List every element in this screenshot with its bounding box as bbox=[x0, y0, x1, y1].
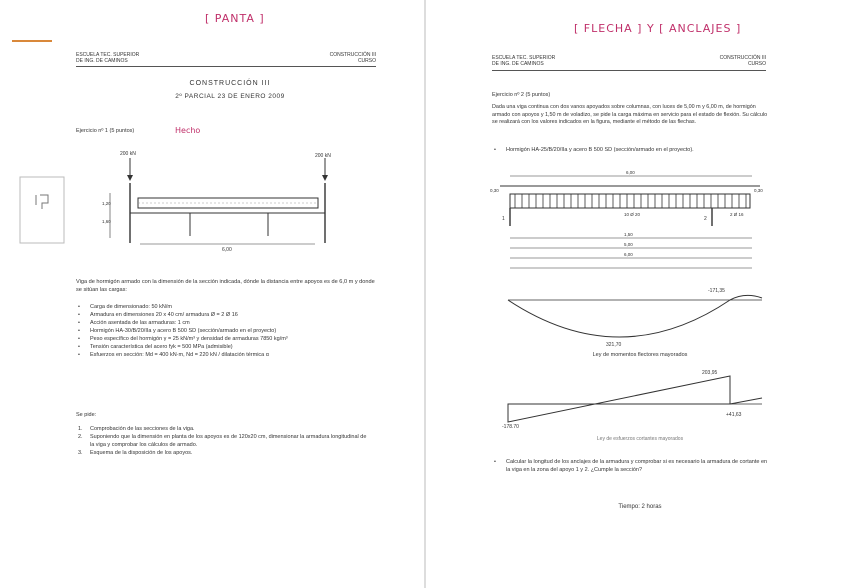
exercise-1-note: Hecho bbox=[175, 126, 201, 135]
load-left-label: 200 kN bbox=[120, 151, 136, 157]
exercise-1-intro: Viga de hormigón armado con la dimensión de la sección indicada, dónde la distancia entre apoyos es de 6,0 m y donde se sitúan las cargas: bbox=[76, 279, 375, 293]
left-title: CONSTRUCCIÓN III bbox=[189, 80, 271, 87]
left-stamp: [ PANTA ] bbox=[205, 12, 265, 25]
exercise-2-question bbox=[492, 458, 768, 474]
exercise-2-bullet bbox=[492, 146, 768, 154]
shear-diagram bbox=[500, 366, 770, 428]
right-header-right: CONSTRUCCIÓN III CURSO bbox=[719, 55, 766, 67]
list-item: • Calcular la longitud de los anclajes de la armadura y comprobar si es necesario la armadura de cortante en la viga en la zona del apoyo 1 y 2. ¿Cumple la sección? bbox=[492, 458, 768, 474]
shear-caption: Ley de esfuerzos cortantes mayorados bbox=[596, 436, 684, 442]
svg-text:1,50: 1,50 bbox=[624, 232, 633, 237]
shear-top-label: 203,95 bbox=[702, 370, 718, 376]
dim-a-label: 1,20 bbox=[102, 201, 111, 206]
moment-caption: Ley de momentos flectores mayorados bbox=[592, 352, 688, 358]
exam-duration: Tiempo: 2 horas bbox=[618, 504, 662, 510]
exercise-2-label: Ejercicio nº 2 (5 puntos) bbox=[492, 92, 551, 98]
svg-text:1: 1 bbox=[502, 216, 505, 222]
list-item: • Esfuerzos en sección: Md = 400 kN·m, Nd = 220 kN / dilatación térmica α bbox=[76, 351, 376, 359]
left-subtitle: 2º PARCIAL 23 DE ENERO 2009 bbox=[175, 93, 285, 100]
list-item: • Tensión característica del acero fyk = 500 MPa (admisible) bbox=[76, 343, 376, 351]
svg-text:5,00: 5,00 bbox=[624, 242, 633, 247]
list-item: • Acción asentada de las armaduras: 1 cm bbox=[76, 319, 376, 327]
exercise-1-label: Ejercicio nº 1 (5 puntos) bbox=[76, 128, 135, 134]
list-item: • Hormigón HA-25/B/20/IIa y acero B 500 SD (sección/armado en el proyecto). bbox=[492, 146, 768, 154]
list-item: • Armadura en dimensiones 20 x 40 cm/ armadura Ø = 2 Ø 16 bbox=[76, 311, 376, 319]
list-item: 1. Comprobación de las secciones de la viga. bbox=[78, 426, 195, 432]
moment-diagram bbox=[500, 284, 770, 354]
left-header-right: CONSTRUCCIÓN III CURSO bbox=[329, 52, 376, 64]
list-item: • Carga de dimensionado: 50 kN/m bbox=[76, 303, 376, 311]
exercise-2-intro: Dada una viga continua con dos vanos apoyados sobre columnas, con luces de 5,00 m y 6,00 m, de hormigón armado con apoyos y 1,50 m de voladizo, se pide la carga máxima en servicio para el estado de flexión. Su cálculo se realizará con los valores indicados en la figura, mediante el método de las flechas. bbox=[492, 104, 768, 126]
svg-text:0,30: 0,30 bbox=[754, 188, 763, 193]
left-header-left: ESCUELA TEC. SUPERIOR DE ING. DE CAMINOS bbox=[76, 52, 140, 64]
moment-side-label: -171,35 bbox=[708, 288, 725, 294]
svg-text:2: 2 bbox=[704, 216, 707, 222]
list-item: 3. Esquema de la disposición de los apoyos. bbox=[78, 450, 193, 456]
svg-text:2 Ø 16: 2 Ø 16 bbox=[730, 212, 744, 217]
span-label: 6,00 bbox=[222, 247, 232, 253]
svg-text:6,00: 6,00 bbox=[624, 252, 633, 257]
svg-text:6,00: 6,00 bbox=[626, 170, 635, 175]
page-divider bbox=[424, 0, 426, 588]
svg-text:0,30: 0,30 bbox=[490, 188, 499, 193]
right-header-left: ESCUELA TEC. SUPERIOR DE ING. DE CAMINOS bbox=[492, 55, 556, 67]
svg-text:10 Ø 20: 10 Ø 20 bbox=[624, 212, 641, 217]
list-item: • Hormigón HA-30/B/20/IIa y acero B 500 SD (sección/armado en el proyecto) bbox=[76, 327, 376, 335]
shear-right-label: +41,63 bbox=[726, 412, 742, 418]
dim-b-label: 1,60 bbox=[102, 219, 111, 224]
shear-left-label: -178,70 bbox=[502, 424, 519, 428]
orange-mark bbox=[12, 40, 52, 42]
list-item: • Peso específico del hormigón γ = 25 kN/m³ y densidad de armaduras 7850 kg/m³ bbox=[76, 335, 376, 343]
moment-max-label: 321,70 bbox=[606, 342, 622, 348]
exercise-1-questions bbox=[76, 425, 372, 457]
section-sketch bbox=[18, 175, 68, 247]
questions-label: Se pide: bbox=[76, 412, 97, 418]
beam-diagram-2 bbox=[490, 168, 772, 276]
load-right-label: 200 kN bbox=[315, 153, 331, 159]
exercise-1-data-list bbox=[76, 303, 376, 359]
beam-diagram-1 bbox=[100, 148, 350, 253]
right-stamp: [ FLECHA ] Y [ ANCLAJES ] bbox=[574, 22, 742, 35]
list-item: 2. Suponiendo que la dimensión en planta de los apoyos es de 120x20 cm, dimensionar la armadura longitudinal de la viga y comprobar los cálculos de armado. bbox=[78, 434, 367, 448]
